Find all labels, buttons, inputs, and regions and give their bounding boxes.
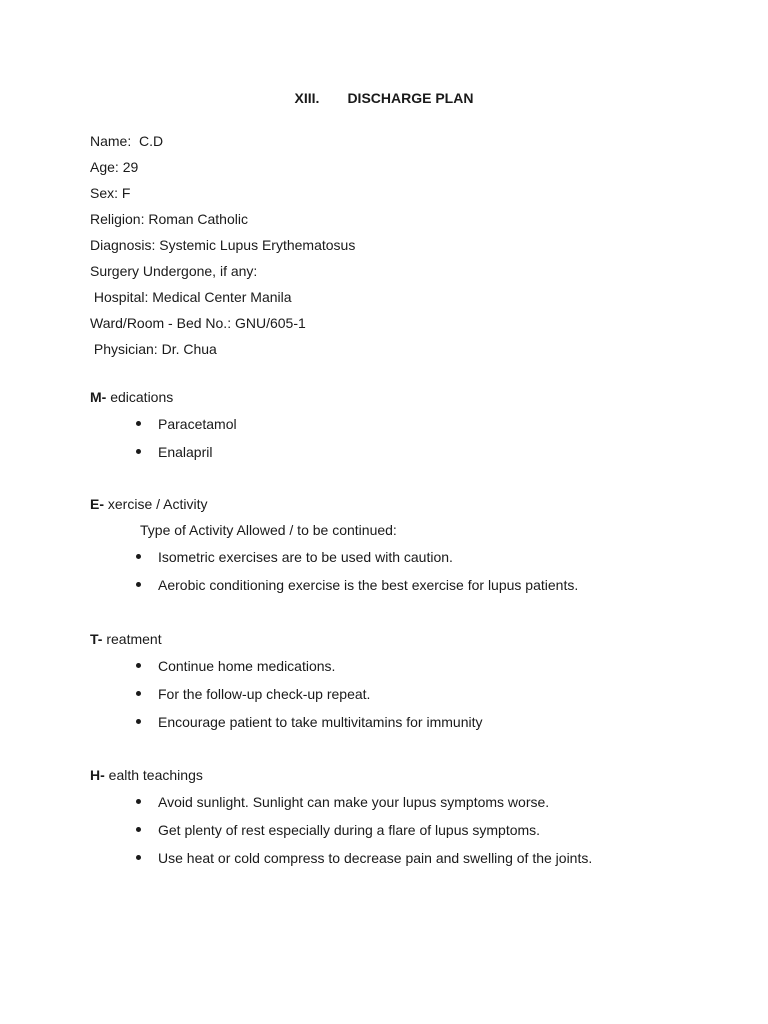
medications-letter: M- <box>90 389 107 405</box>
list-item <box>90 680 482 708</box>
list-item-text: Encourage patient to take multivitamins for immunity <box>158 714 483 730</box>
exercise-list <box>90 543 578 599</box>
patient-info <box>90 128 355 362</box>
exercise-section <box>90 491 578 599</box>
section-number: XIII. <box>294 90 320 106</box>
exercise-subheading: Type of Activity Allowed / to be continued: <box>140 522 397 538</box>
bullet-icon <box>136 449 141 454</box>
list-item <box>90 438 237 466</box>
list-item-text: Isometric exercises are to be used with caution. <box>158 549 453 565</box>
list-item-text: Use heat or cold compress to decrease pain and swelling of the joints. <box>158 850 593 866</box>
patient-name: Name: C.D <box>90 133 164 149</box>
medications-heading <box>90 384 237 410</box>
exercise-letter: E- <box>90 496 104 512</box>
bullet-icon <box>136 421 141 426</box>
patient-religion: Religion: Roman Catholic <box>90 211 248 227</box>
patient-ward: Ward/Room - Bed No.: GNU/605-1 <box>90 315 306 331</box>
patient-age: Age: 29 <box>90 159 139 175</box>
list-item <box>90 571 578 599</box>
list-item <box>90 844 592 872</box>
bullet-icon <box>136 582 141 587</box>
list-item-text: Avoid sunlight. Sunlight can make your lupus symptoms worse. <box>158 794 550 810</box>
bullet-icon <box>136 827 141 832</box>
patient-hospital: Hospital: Medical Center Manila <box>90 289 292 305</box>
list-item-text: Enalapril <box>158 444 213 460</box>
patient-diagnosis: Diagnosis: Systemic Lupus Erythematosus <box>90 237 356 253</box>
page-title <box>0 90 768 106</box>
list-item-text: For the follow-up check-up repeat. <box>158 686 371 702</box>
list-item-text: Paracetamol <box>158 416 237 432</box>
title-text: DISCHARGE PLAN <box>347 90 474 106</box>
patient-physician: Physician: Dr. Chua <box>90 341 217 357</box>
bullet-icon <box>136 719 141 724</box>
health-letter: H- <box>90 767 105 783</box>
medications-heading-rest: edications <box>106 389 174 405</box>
list-item <box>90 708 482 736</box>
list-item-text: Continue home medications. <box>158 658 336 674</box>
medications-list <box>90 410 237 466</box>
bullet-icon <box>136 855 141 860</box>
bullet-icon <box>136 663 141 668</box>
bullet-icon <box>136 691 141 696</box>
list-item <box>90 543 578 571</box>
exercise-heading-rest: xercise / Activity <box>104 496 208 512</box>
bullet-icon <box>136 799 141 804</box>
patient-sex: Sex: F <box>90 185 131 201</box>
treatment-letter: T- <box>90 631 103 647</box>
treatment-list <box>90 652 482 736</box>
health-heading-rest: ealth teachings <box>104 767 203 783</box>
health-heading <box>90 762 592 788</box>
list-item <box>90 410 237 438</box>
medications-section <box>90 384 237 466</box>
treatment-heading <box>90 626 482 652</box>
bullet-icon <box>136 554 141 559</box>
list-item-text: Get plenty of rest especially during a flare of lupus symptoms. <box>158 822 541 838</box>
health-section <box>90 762 592 872</box>
list-item-text: Aerobic conditioning exercise is the best exercise for lupus patients. <box>158 577 579 593</box>
treatment-heading-rest: reatment <box>102 631 162 647</box>
list-item <box>90 816 592 844</box>
list-item <box>90 652 482 680</box>
list-item <box>90 788 592 816</box>
patient-surgery: Surgery Undergone, if any: <box>90 263 258 279</box>
health-list <box>90 788 592 872</box>
treatment-section <box>90 626 482 736</box>
exercise-heading <box>90 491 578 517</box>
